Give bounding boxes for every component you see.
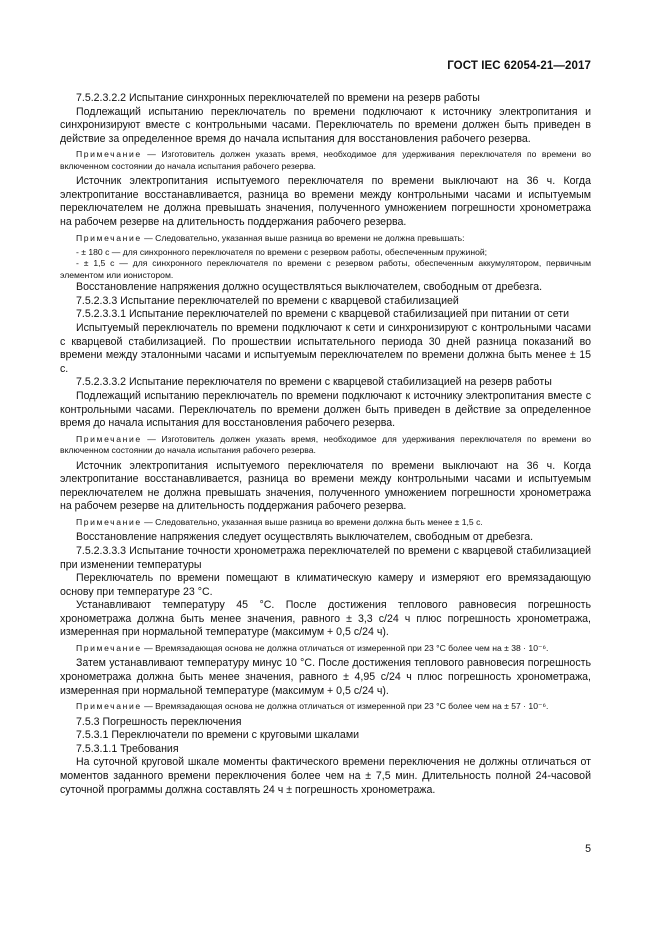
standard-code-header: ГОСТ IEC 62054-21—2017 [447, 60, 591, 72]
section-heading: 7.5.2.3.3.2 Испытание переключателя по времени с кварцевой стабилизацией на резерв работы [76, 376, 552, 389]
body-paragraph: Устанавливают температуру 45 °С. После достижения теплового равновесия погрешность хронометража должна быть менее значения, равного ± 3,3 с/24 ч плюс погрешность хронометража, измеренная при нормальной температуре (максимум + 0,5 с/24 ч). [60, 599, 591, 639]
note-text: — Изготовитель должен указать время, необходимое для удерживания переключателя по времени во включенном состоянии до начала испытания рабочего резерва. [60, 433, 591, 456]
body-paragraph: На суточной круговой шкале моменты фактического времени переключения не должны отличаться от моментов заданного времени переключения более чем на ± 7,5 мин. Длительность полной 24-часовой суточной программы должна составлять 24 ч ± погрешность хронометража. [60, 756, 591, 796]
section-heading: 7.5.3.1.1 Требования [76, 742, 179, 755]
section-heading: 7.5.2.3.2.2 Испытание синхронных переключателей по времени на резерв работы [76, 92, 480, 104]
document-body [60, 92, 591, 797]
section-heading: 7.5.3 Погрешность переключения [76, 715, 242, 728]
section-heading: 7.5.2.3.3.3 Испытание точности хронометража переключателей по времени с кварцевой стабилизацией при изменении температуры [60, 544, 591, 571]
note-label: Примечание [76, 149, 142, 160]
body-paragraph: Источник электропитания испытуемого переключателя по времени выключают на 36 ч. Когда электропитание восстанавливается, разница во времени между контрольными часами и испытуемым переключателем не должна превышать значения, полученного умножением погрешности хронометража на рабочем резерве на длительность поддержания рабочего резерва. [60, 459, 591, 513]
note-paragraph [60, 149, 591, 172]
body-paragraph: Источник электропитания испытуемого переключателя по времени выключают на 36 ч. Когда электропитание восстанавливается, разница во времени между контрольными часами и испытуемым переключателем не должна превышать значения, полученного умножением погрешности хронометража на рабочем резерве на длительность поддержания рабочего резерва. [60, 175, 591, 228]
note-paragraph [60, 434, 591, 457]
note-text: — Следовательно, указанная выше разница во времени должна быть менее ± 1,5 с. [141, 516, 483, 527]
note-label: Примечание [76, 433, 142, 444]
section-heading: 7.5.2.3.3.1 Испытание переключателей по времени с кварцевой стабилизацией при питании от сети [76, 308, 570, 321]
note-paragraph [60, 701, 591, 712]
note-label: Примечание [76, 643, 142, 654]
note-text: — Времязадающая основа не должна отличаться от измеренной при 23 °С более чем на ± 57 · 10⁻⁶. [141, 701, 549, 712]
note-label: Примечание [76, 232, 142, 243]
body-paragraph: Затем устанавливают температуру минус 10 °С. После достижения теплового равновесия погрешность хронометража должна быть менее значения, равного ± 4,95 с/24 ч плюс погрешность хронометража, измеренная при нормальной температуре (максимум + 0,5 с/24 ч). [60, 657, 591, 697]
note-text: — Следовательно, указанная выше разница во времени не должна превышать: [141, 232, 465, 243]
body-paragraph: Восстановление напряжения должно осуществляться выключателем, свободным от дребезга. [76, 281, 543, 294]
note-paragraph [60, 517, 591, 528]
note-label: Примечание [76, 516, 142, 527]
body-paragraph: Испытуемый переключатель по времени подключают к сети и синхронизируют с контрольными часами с кварцевой стабилизацией. По прошествии испытательного периода 30 дней разница показаний во времени между эталонными часами и испытуемым переключателем по времени должна быть менее ± 15 с. [60, 321, 591, 375]
note-text: — Времязадающая основа не должна отличаться от измеренной при 23 °С более чем на ± 38 · 10⁻⁶. [141, 643, 549, 654]
note-paragraph [60, 233, 591, 244]
note-list-item: - ± 1,5 с — для синхронного переключателя по времени с резервом работы, обеспеченным аккумулятором, первичным элементом или ионистором. [60, 258, 591, 280]
note-label: Примечание [76, 701, 142, 712]
body-paragraph: Подлежащий испытанию переключатель по времени подключают к источнику электропитания вместе с контрольными часами. Переключатель по времени должен быть приведен в действие за определенное время до начала испытания для восстановления рабочего резерва. [60, 389, 591, 430]
note-list-item: - ± 180 с — для синхронного переключателя по времени с резервом работы, обеспеченным пружиной; [76, 246, 488, 257]
body-paragraph: Восстановление напряжения следует осуществлять выключателем, свободным от дребезга. [76, 531, 534, 544]
note-text: — Изготовитель должен указать время, необходимое для удерживания переключателя по времени во включенном состоянии до начала испытания рабочего резерва. [60, 149, 591, 171]
body-paragraph: Подлежащий испытанию переключатель по времени подключают к источнику электропитания и синхронизируют вместе с контрольными часами. Переключатель по времени должен быть приведен в действие за определенное время до начала испытания для восстановления рабочего резерва. [60, 105, 591, 145]
note-paragraph [60, 643, 591, 654]
section-heading: 7.5.2.3.3 Испытание переключателей по времени с кварцевой стабилизацией [76, 294, 459, 307]
page-number: 5 [585, 843, 591, 855]
body-paragraph: Переключатель по времени помещают в климатическую камеру и измеряют его времязадающую основу при температуре 23 °С. [60, 572, 591, 598]
section-heading: 7.5.3.1 Переключатели по времени с круговыми шкалами [76, 729, 360, 742]
